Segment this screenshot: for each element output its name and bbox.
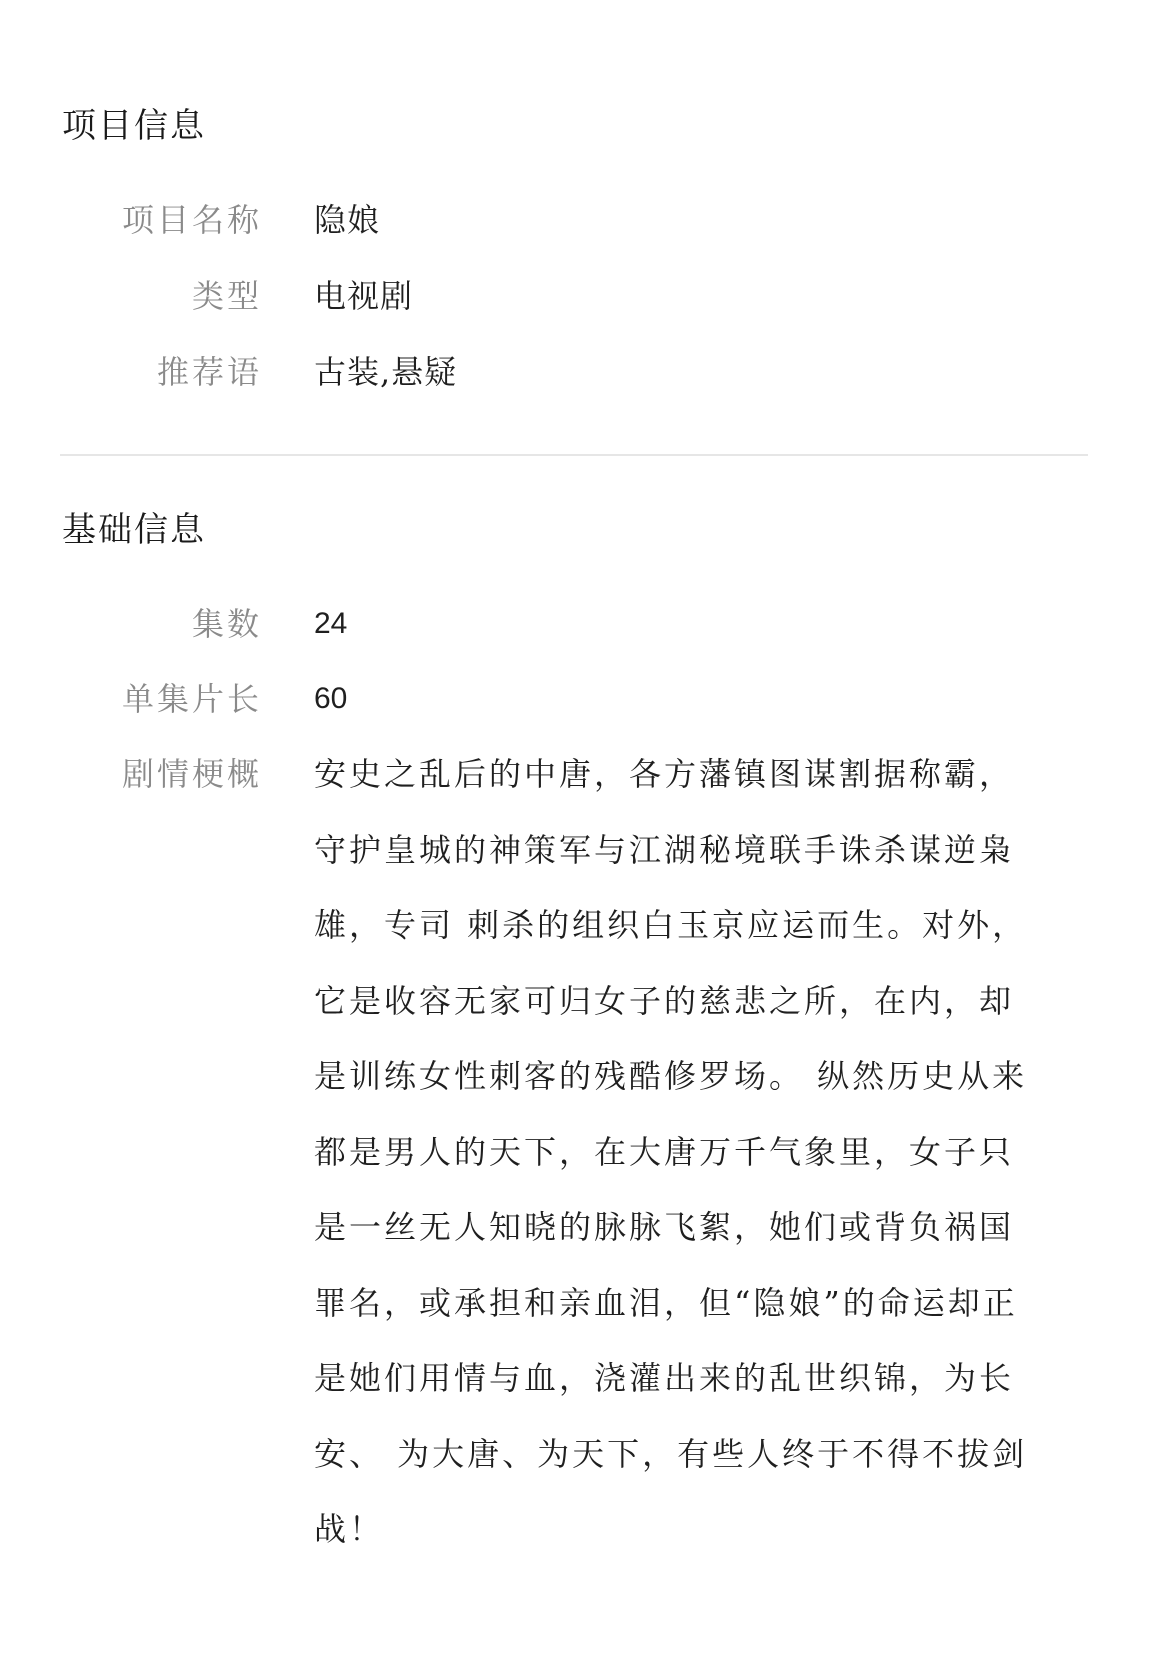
field-row-project-name bbox=[0, 198, 1170, 242]
field-value-synopsis: 安史之乱后的中唐，各方藩镇图谋割据称霸，守护皇城的神策军与江湖秘境联手诛杀谋逆枭雄，专司 刺杀的组织白玉京应运而生。对外，它是收容无家可归女子的慈悲之所，在内，却是训练女性刺客的残酷修罗场。 纵然历史从来都是男人的天下，在大唐万千气象里，女子只是一丝无人知晓的脉脉飞絮，她们或背负祸国罪名，或承担和亲血泪，但“隐娘”的命运却正是她们用情与血，浇灌出来的乱世织锦，为长安、 为大唐、为天下，有些人终于不得不拔剑战！ bbox=[314, 755, 1028, 1548]
field-row-episodes bbox=[0, 602, 1170, 646]
field-value-tagline: 古装,悬疑 bbox=[314, 353, 458, 391]
field-row-type bbox=[0, 274, 1170, 318]
field-row-duration bbox=[0, 677, 1170, 721]
section-title-basic-info: 基础信息 bbox=[62, 510, 206, 550]
field-value-type: 电视剧 bbox=[314, 277, 414, 315]
section-divider bbox=[60, 454, 1088, 456]
field-label-type: 类型 bbox=[191, 277, 262, 315]
field-value-episodes: 24 bbox=[314, 607, 348, 640]
field-label-synopsis: 剧情梗概 bbox=[121, 755, 262, 793]
field-label-project-name: 项目名称 bbox=[121, 201, 262, 239]
field-label-tagline: 推荐语 bbox=[156, 353, 262, 391]
section-title-project-info: 项目信息 bbox=[62, 106, 206, 146]
field-value-project-name: 隐娘 bbox=[314, 201, 381, 239]
field-label-episodes: 集数 bbox=[191, 605, 262, 643]
field-row-synopsis bbox=[0, 752, 1170, 1568]
field-value-duration: 60 bbox=[314, 682, 348, 715]
field-label-duration: 单集片长 bbox=[121, 680, 262, 718]
field-row-tagline bbox=[0, 350, 1170, 394]
